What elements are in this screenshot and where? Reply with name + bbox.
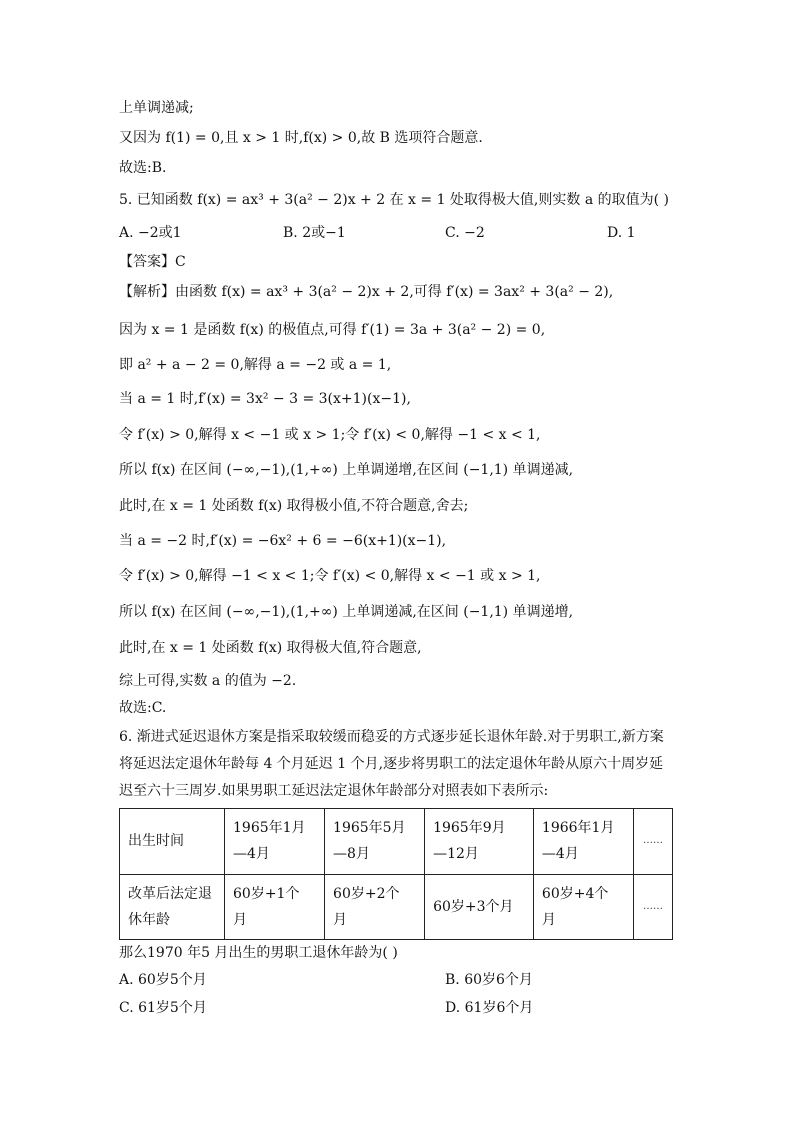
retirement-table xyxy=(119,808,673,940)
table-cell-header: 改革后法定退 休年龄 xyxy=(120,874,225,940)
table-cell: 60岁+1个 月 xyxy=(225,874,325,940)
q6-option-c: C. 61岁5个月 xyxy=(119,1000,207,1016)
analysis-line: 当 a = 1 时,f′(x) = 3x² − 3 = 3(x+1)(x−1), xyxy=(119,391,411,407)
table-row xyxy=(120,809,673,875)
table-cell: 1965年5月 —8月 xyxy=(325,809,425,875)
analysis-line: 【解析】由函数 f(x) = ax³ + 3(a² − 2)x + 2,可得 f′(x) = 3ax² + 3(a² − 2), xyxy=(119,284,614,300)
q5-option-c: C. −2 xyxy=(445,225,485,241)
text-line: 又因为 f(1) = 0,且 x > 1 时,f(x) > 0,故 B 选项符合题意. xyxy=(119,130,483,146)
table-cell: 1965年9月 —12月 xyxy=(425,809,534,875)
question-6-prompt: 那么1970 年5 月出生的男职工退休年龄为( ) xyxy=(119,945,398,961)
text-line: 故选:C. xyxy=(119,700,167,716)
question-6-stem: 将延迟法定退休年龄每 4 个月延迟 1 个月,逐步将男职工的法定退休年龄从原六十周岁延 xyxy=(119,756,664,772)
table-cell-ellipsis: …… xyxy=(634,874,673,940)
text-line: 故选:B. xyxy=(119,160,167,176)
analysis-line: 即 a² + a − 2 = 0,解得 a = −2 或 a = 1, xyxy=(119,357,392,373)
table-row xyxy=(120,874,673,940)
table-cell: 60岁+2个 月 xyxy=(325,874,425,940)
q5-option-b: B. 2或−1 xyxy=(283,225,346,241)
analysis-line: 所以 f(x) 在区间 (−∞,−1),(1,+∞) 上单调递增,在区间 (−1,1) 单调递减, xyxy=(119,462,574,478)
question-5-stem: 5. 已知函数 f(x) = ax³ + 3(a² − 2)x + 2 在 x = 1 处取得极大值,则实数 a 的取值为( ) xyxy=(119,192,669,208)
question-6-stem: 6. 渐进式延迟退休方案是指采取较缓而稳妥的方式逐步延长退休年龄.对于男职工,新方案 xyxy=(119,729,664,745)
table-cell: 1965年1月 —4月 xyxy=(225,809,325,875)
analysis-line: 此时,在 x = 1 处函数 f(x) 取得极小值,不符合题意,舍去; xyxy=(119,498,469,514)
analysis-line: 因为 x = 1 是函数 f(x) 的极值点,可得 f′(1) = 3a + 3(a² − 2) = 0, xyxy=(119,322,546,338)
analysis-line: 综上可得,实数 a 的值为 −2. xyxy=(119,673,297,689)
question-6-stem: 迟至六十三周岁.如果男职工延迟法定退休年龄部分对照表如下表所示: xyxy=(119,783,549,799)
q5-option-a: A. −2或1 xyxy=(119,225,182,241)
table-cell: 60岁+4个 月 xyxy=(533,874,633,940)
table-cell-header: 出生时间 xyxy=(120,809,225,875)
analysis-line: 令 f′(x) > 0,解得 x < −1 或 x > 1;令 f′(x) < 0,解得 −1 < x < 1, xyxy=(119,427,541,443)
text-line: 上单调递减; xyxy=(119,100,194,116)
table-cell-ellipsis: …… xyxy=(634,809,673,875)
analysis-line: 令 f′(x) > 0,解得 −1 < x < 1;令 f′(x) < 0,解得 x < −1 或 x > 1, xyxy=(119,568,541,584)
analysis-line: 此时,在 x = 1 处函数 f(x) 取得极大值,符合题意, xyxy=(119,640,422,656)
q6-option-d: D. 61岁6个月 xyxy=(445,1000,534,1016)
q5-option-d: D. 1 xyxy=(607,225,636,241)
answer-label: 【答案】C xyxy=(119,254,186,270)
analysis-line: 所以 f(x) 在区间 (−∞,−1),(1,+∞) 上单调递减,在区间 (−1,1) 单调递增, xyxy=(119,604,574,620)
q6-option-b: B. 60岁6个月 xyxy=(445,972,533,988)
analysis-line: 当 a = −2 时,f′(x) = −6x² + 6 = −6(x+1)(x−1), xyxy=(119,533,447,549)
table-cell: 1966年1月 —4月 xyxy=(533,809,633,875)
q6-option-a: A. 60岁5个月 xyxy=(119,972,207,988)
table-cell: 60岁+3个月 xyxy=(425,874,534,940)
